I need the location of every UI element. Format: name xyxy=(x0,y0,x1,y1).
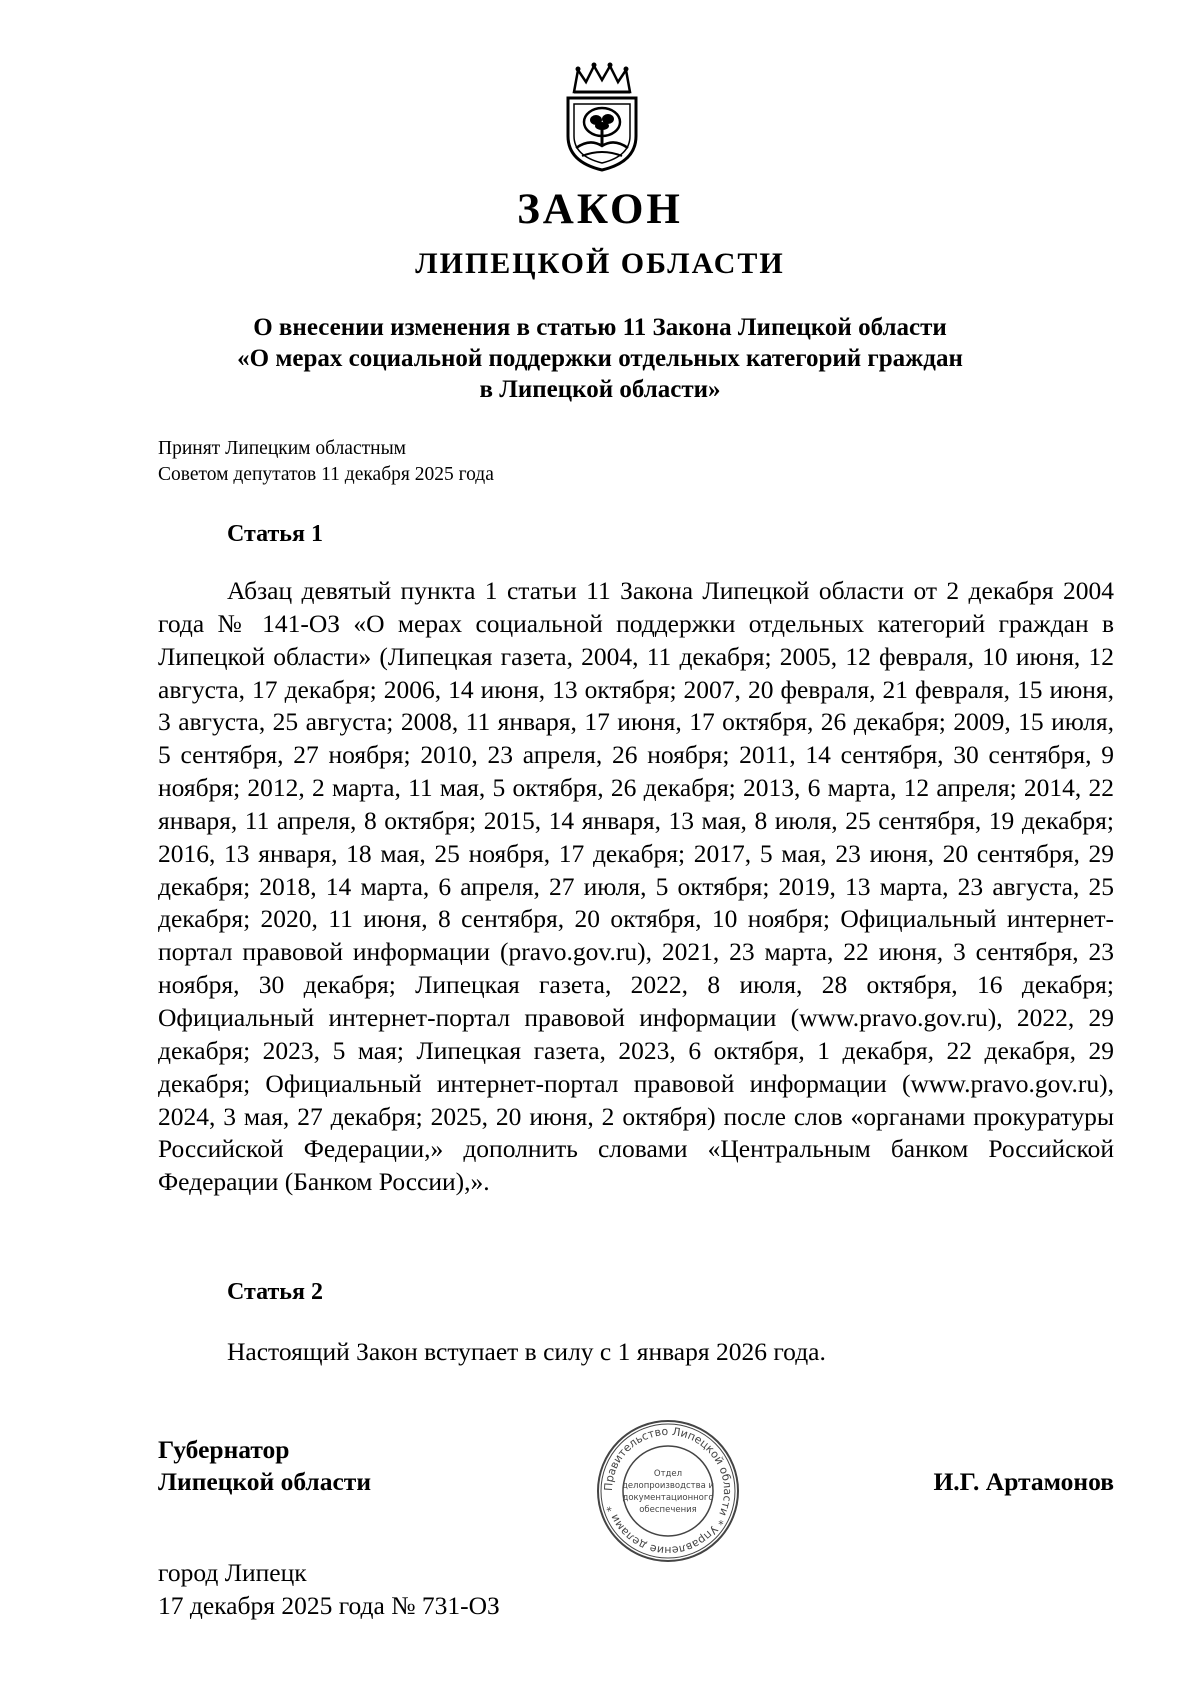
official-stamp xyxy=(595,1418,741,1564)
stamp-outer-text: Правительство Липецкой области * Управление делами * xyxy=(601,1424,735,1558)
document-region: ЛИПЕЦКОЙ ОБЛАСТИ xyxy=(415,247,785,280)
article-1-heading: Статья 1 xyxy=(227,521,323,547)
stamp-inner-line: Отдел xyxy=(653,1469,683,1479)
coat-of-arms-emblem xyxy=(560,62,644,174)
article-2-heading: Статья 2 xyxy=(227,1279,323,1305)
adoption-line: Принят Липецким областным xyxy=(158,438,407,459)
subject-line: в Липецкой области» xyxy=(479,376,721,403)
position-line: Липецкой области xyxy=(158,1467,372,1496)
date-and-number: 17 декабря 2025 года № 731-ОЗ xyxy=(158,1591,500,1620)
stamp-inner-line: документационного xyxy=(622,1493,714,1503)
subject-line: «О мерах социальной поддержки отдельных категорий граждан xyxy=(237,345,963,372)
adoption-line: Советом депутатов 11 декабря 2025 года xyxy=(158,464,494,485)
city: город Липецк xyxy=(158,1558,307,1587)
law-subject xyxy=(160,312,1040,405)
adoption-note xyxy=(158,436,494,488)
article-2-text: Настоящий Закон вступает в силу с 1 января 2026 года. xyxy=(227,1337,826,1366)
signatory-position xyxy=(158,1434,371,1498)
subject-line: О внесении изменения в статью 11 Закона Липецкой области xyxy=(253,314,947,341)
document-title: ЗАКОН xyxy=(517,186,683,233)
place-and-date xyxy=(158,1556,500,1622)
signatory-name: И.Г. Артамонов xyxy=(933,1467,1114,1496)
stamp-inner-line: обеспечения xyxy=(639,1505,697,1515)
stamp-inner-line: делопроизводства и xyxy=(621,1481,715,1491)
article-1-text: Абзац девятый пункта 1 статьи 11 Закона Липецкой области от 2 декабря 2004 года № 141-ОЗ «О мерах социальной поддержки отдельных категорий граждан в Липецкой области» (Липецкая газета, 2004, 11 декабря; 2005, 12 февраля, 10 июня, 12 августа, 17 декабря; 2006, 14 июня, 13 октября; 2007, 20 февраля, 21 февраля, 15 июня, 3 августа, 25 августа; 2008, 11 января, 17 июня, 17 октября, 26 декабря; 2009, 15 июля, 5 сентября, 27 ноября; 2010, 23 апреля, 26 ноября; 2011, 14 сентября, 30 сентября, 9 ноября; 2012, 2 марта, 11 мая, 5 октября, 26 декабря; 2013, 6 марта, 12 апреля; 2014, 22 января, 11 апреля, 8 октября; 2015, 14 января, 13 мая, 8 июля, 25 сентября, 19 декабря; 2016, 13 января, 18 мая, 25 ноября, 17 декабря; 2017, 5 мая, 23 июня, 20 сентября, 29 декабря; 2018, 14 марта, 6 апреля, 27 июля, 5 октября; 2019, 13 марта, 23 августа, 25 декабря; 2020, 11 июня, 8 сентября, 20 октября, 10 ноября; Официальный интернет-портал правовой информации (pravo.gov.ru), 2021, 23 марта, 22 июня, 3 сентября, 23 ноября, 30 декабря; Липецкая газета, 2022, 8 июля, 28 октября, 16 декабря; Официальный интернет-портал правовой информации (www.pravo.gov.ru), 2022, 29 декабря; 2023, 5 мая; Липецкая газета, 2023, 6 октября, 1 декабря, 22 декабря, 29 декабря; Официальный интернет-портал правовой информации (www.pravo.gov.ru), 2024, 3 мая, 27 декабря; 2025, 20 июня, 2 октября) после слов «органами прокуратуры Российской Федерации,» дополнить словами «Центральным банком Российской Федерации (Банком России),». xyxy=(158,576,1114,1197)
position-line: Губернатор xyxy=(158,1435,290,1464)
